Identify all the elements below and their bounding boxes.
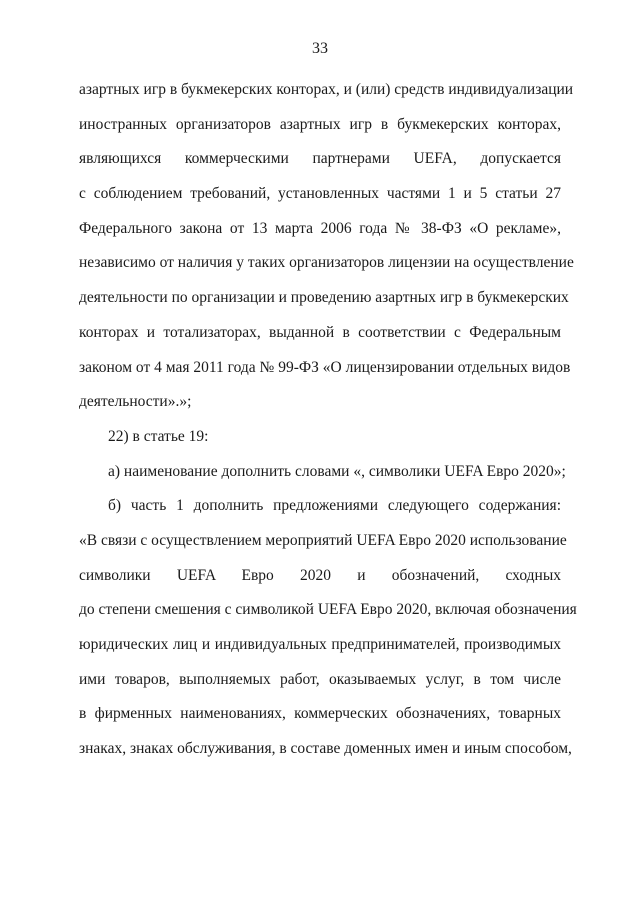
text-line: иностранных организаторов азартных игр в букмекерских конторах, bbox=[79, 115, 561, 133]
text-line: Федерального закона от 13 марта 2006 года № 38-ФЗ «О рекламе», bbox=[79, 219, 561, 237]
text-line: в фирменных наименованиях, коммерческих обозначениях, товарных bbox=[79, 705, 561, 723]
text-line: азартных игр в букмекерских конторах, и (или) средств индивидуализации bbox=[79, 81, 574, 98]
text-line: 22) в статье 19: bbox=[108, 427, 209, 445]
text-line: юридических лиц и индивидуальных предпринимателей, производимых bbox=[79, 636, 561, 653]
text-line: а) наименование дополнить словами «, символики UEFA Евро 2020»; bbox=[108, 462, 566, 480]
text-line: знаках, знаках обслуживания, в составе доменных имен и иным способом, bbox=[79, 740, 572, 758]
text-line: независимо от наличия у таких организаторов лицензии на осуществление bbox=[79, 254, 574, 272]
text-line: б) часть 1 дополнить предложениями следующего содержания: bbox=[108, 497, 561, 515]
text-line: деятельности по организации и проведению азартных игр в букмекерских bbox=[79, 289, 569, 307]
text-line: с соблюдением требований, установленных частями 1 и 5 статьи 27 bbox=[79, 185, 561, 203]
text-line: являющихся коммерческими партнерами UEFA, допускается bbox=[79, 150, 561, 168]
text-line: конторах и тотализаторах, выданной в соответствии с Федеральным bbox=[79, 323, 561, 341]
text-line: законом от 4 мая 2011 года № 99-ФЗ «О лицензировании отдельных видов bbox=[79, 358, 571, 376]
page-number: 33 bbox=[312, 40, 328, 57]
text-line: до степени смешения с символикой UEFA Евро 2020, включая обозначения bbox=[79, 601, 577, 619]
text-line: «В связи с осуществлением мероприятий UEFA Евро 2020 использование bbox=[79, 531, 567, 549]
document-body bbox=[79, 73, 577, 767]
text-line: символики UEFA Евро 2020 и обозначений, сходных bbox=[79, 566, 561, 584]
text-line: ими товаров, выполняемых работ, оказываемых услуг, в том числе bbox=[79, 670, 561, 688]
text-line: деятельности».»; bbox=[79, 393, 192, 411]
